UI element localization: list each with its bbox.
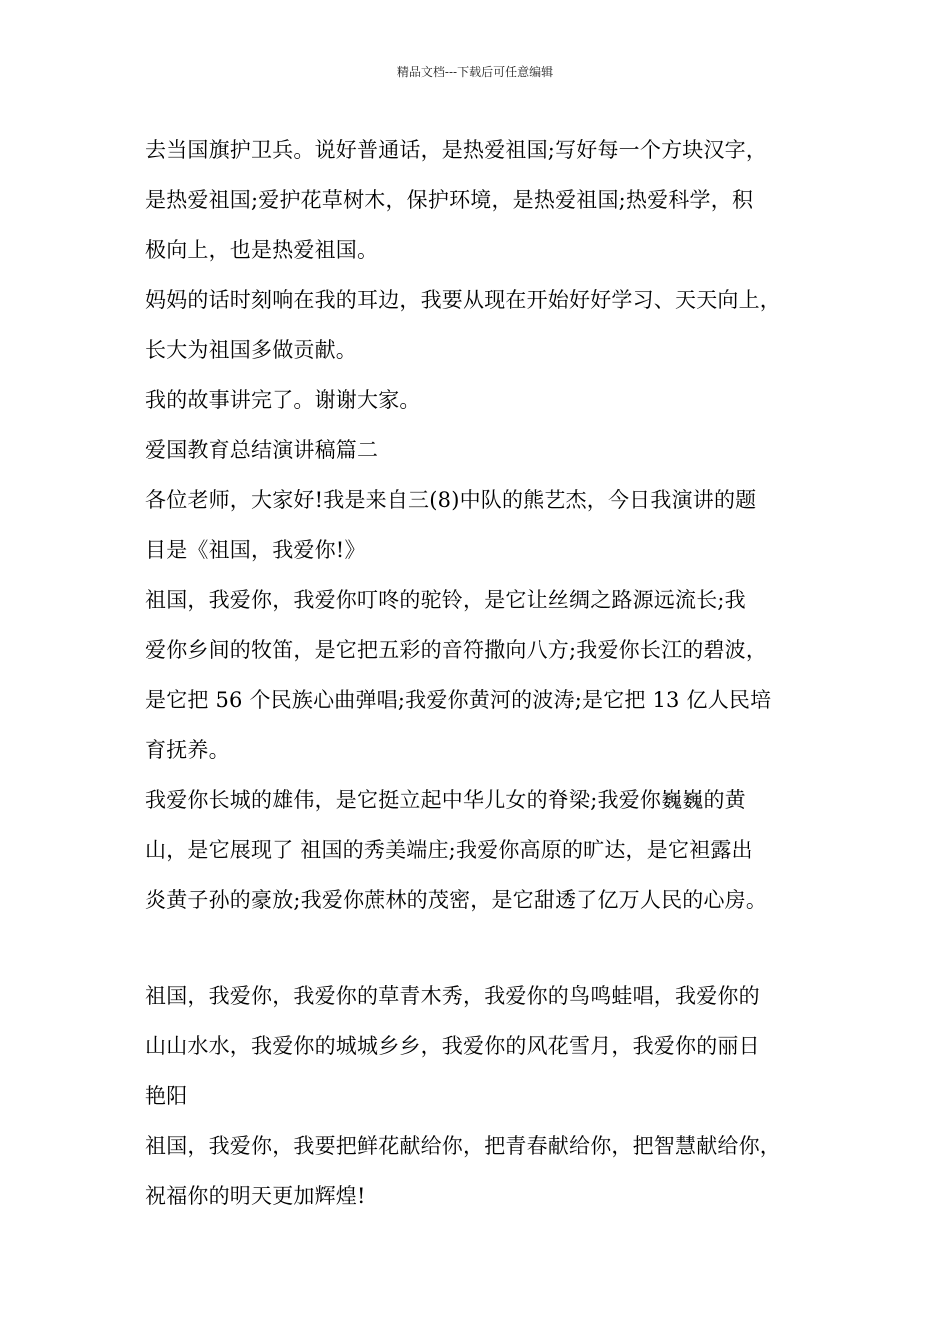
text-line: 是热爱祖国;爱护花草树木，保护环境，是热爱祖国;热爱科学，积 — [145, 188, 754, 212]
text-line: 爱你乡间的牧笛，是它把五彩的音符撒向八方;我爱你长江的碧波， — [145, 638, 768, 662]
text-line: 炎黄子孙的豪放;我爱你蔗林的茂密，是它甜透了亿万人民的心房。 — [145, 888, 768, 912]
text-line: 长大为祖国多做贡献。 — [145, 338, 357, 362]
text-line: 祖国，我爱你，我爱你叮咚的驼铃，是它让丝绸之路源远流长;我 — [145, 588, 746, 612]
paragraph-gap — [145, 933, 825, 979]
document-body — [145, 133, 825, 1229]
text-line: 育抚养。 — [145, 738, 230, 762]
text-line: 目是《祖国，我爱你!》 — [145, 538, 366, 562]
page-header: 精品文档---下载后可任意编辑 — [396, 65, 554, 79]
text-line: 祖国，我爱你，我要把鲜花献给你，把青春献给你，把智慧献给你， — [145, 1134, 781, 1158]
section-heading: 爱国教育总结演讲稿篇二 — [145, 438, 379, 462]
text-line: 我的故事讲完了。谢谢大家。 — [145, 388, 421, 412]
text-line: 极向上，也是热爱祖国。 — [145, 238, 379, 262]
text-line: 山山水水，我爱你的城城乡乡，我爱你的风花雪月，我爱你的丽日 — [145, 1034, 760, 1058]
text-line: 各位老师，大家好!我是来自三(8)中队的熊艺杰，今日我演讲的题 — [145, 488, 757, 512]
text-line: 去当国旗护卫兵。说好普通话，是热爱祖国;写好每一个方块汉字， — [145, 138, 768, 162]
text-line: 山，是它展现了 祖国的秀美端庄;我爱你高原的旷达，是它袒露出 — [145, 838, 753, 862]
text-line: 是它把 56 个民族心曲弹唱;我爱你黄河的波涛;是它把 13 亿人民培 — [145, 688, 772, 712]
text-line: 妈妈的话时刻响在我的耳边，我要从现在开始好好学习、天天向上， — [145, 288, 781, 312]
text-line: 艳阳 — [145, 1084, 188, 1108]
text-line: 祝福你的明天更加辉煌! — [145, 1184, 366, 1208]
text-line: 祖国，我爱你，我爱你的草青木秀，我爱你的鸟鸣蛙唱，我爱你的 — [145, 984, 760, 1008]
text-line: 我爱你长城的雄伟，是它挺立起中华儿女的脊梁;我爱你巍巍的黄 — [145, 788, 746, 812]
